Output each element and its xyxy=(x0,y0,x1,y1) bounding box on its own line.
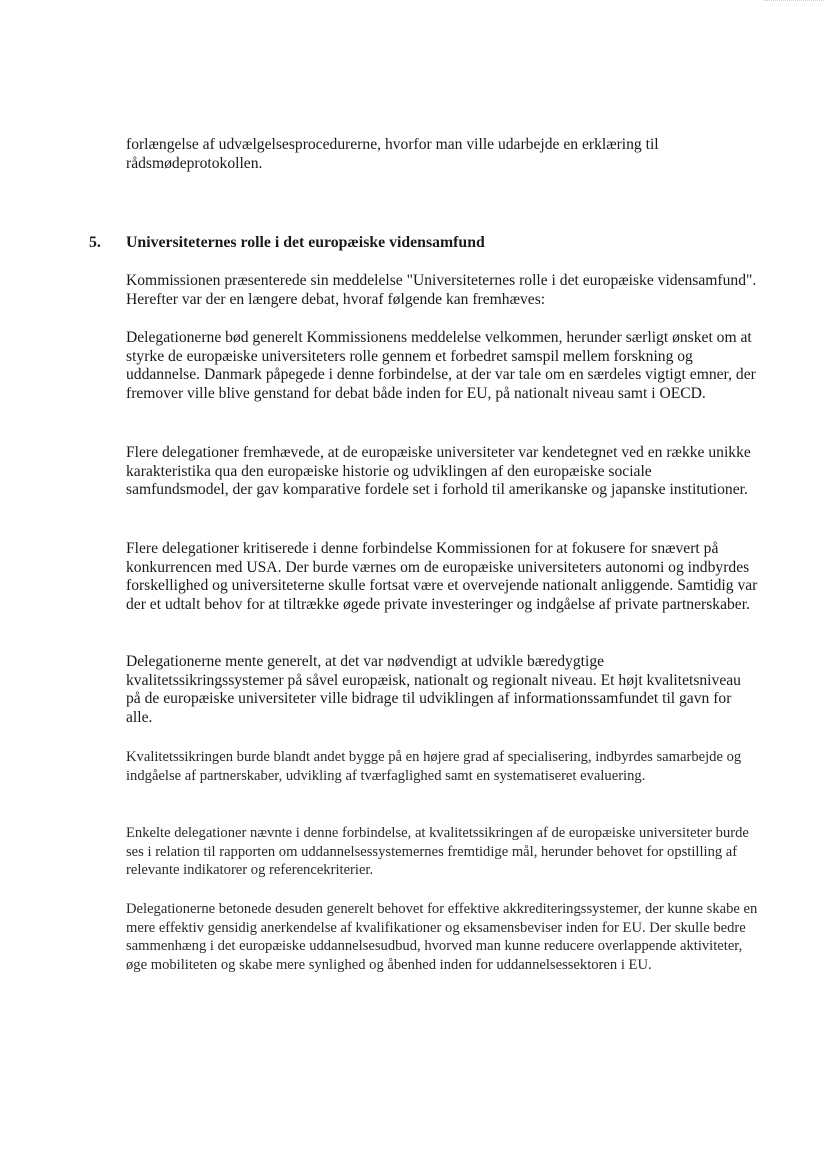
scan-artifact xyxy=(764,0,824,5)
section-title: Universiteternes rolle i det europæiske vidensamfund xyxy=(126,234,485,251)
criticism-paragraph: Flere delegationer kritiserede i denne forbindelse Kommissionen for at fokusere for snævert på konkurrencen med USA. Der burde værnes om de europæiske universiteters autonomi og indbyrdes forskellighed og universiteterne skulle fortsat være et overvejende nationalt anliggende. Samtidig var der et udtalt behov for at tiltrække øgede private investeringer og indgåelse af private partnerskaber. xyxy=(126,540,758,613)
indicators-paragraph: Enkelte delegationer nævnte i denne forbindelse, at kvalitetssikringen af de europæiske universiteter burde ses i relation til rapporten om uddannelsessystemernes fremtidige mål, herunder behovet for opstilling af relevante indikatorer og referencekriterier. xyxy=(126,825,749,879)
characteristics-paragraph: Flere delegationer fremhævede, at de europæiske universiteter var kendetegnet ved en række unikke karakteristika qua den europæiske historie og udviklingen af den europæiske sociale samfundsmodel, der gav komparative fordele set i forhold til amerikanske og japanske institutioner. xyxy=(126,444,751,499)
welcome-paragraph: Delegationerne bød generelt Kommissionens meddelelse velkommen, herunder særligt ønsket om at styrke de europæiske universiteters rolle gennem et forbedret samspil mellem forskning og uddannelse. Danmark påpegede i denne forbindelse, at der var tale om en særdeles vigtigt emner, der fremover ville blive genstand for debat både inden for EU, på nationalt niveau samt i OECD. xyxy=(126,329,756,402)
accreditation-paragraph: Delegationerne betonede desuden generelt behovet for effektive akkrediteringssystemer, der kunne skabe en mere effektiv gensidig anerkendelse af kvalifikationer og eksamensbeviser inden for EU. Der skulle bedre sammenhæng i det europæiske uddannelsesudbud, hvorved man kunne reducere overlappende aktiviteter, øge mobiliteten og skabe mere synlighed og åbenhed inden for uddannelsessektoren i EU. xyxy=(126,901,758,973)
continuation-paragraph: forlængelse af udvælgelsesprocedurerne, hvorfor man ville udarbejde en erklæring til rådsmødeprotokollen. xyxy=(126,136,659,172)
specialisation-paragraph: Kvalitetssikringen burde blandt andet bygge på en højere grad af specialisering, indbyrdes samarbejde og indgåelse af partnerskaber, udvikling af tværfaglighed samt en systematiseret evaluering. xyxy=(126,749,742,784)
section-heading xyxy=(89,234,769,252)
section-number: 5. xyxy=(89,234,101,251)
intro-paragraph: Kommissionen præsenterede sin meddelelse "Universiteternes rolle i det europæiske vidensamfund". Herefter var der en længere debat, hvoraf følgende kan fremhæves: xyxy=(126,272,757,308)
quality-paragraph: Delegationerne mente generelt, at det var nødvendigt at udvikle bæredygtige kvalitetssikringssystemer på såvel europæisk, nationalt og regionalt niveau. Et højt kvalitetsniveau på de europæiske universiteter ville bidrage til udviklingen af informationssamfundet til gavn for alle. xyxy=(126,653,741,726)
